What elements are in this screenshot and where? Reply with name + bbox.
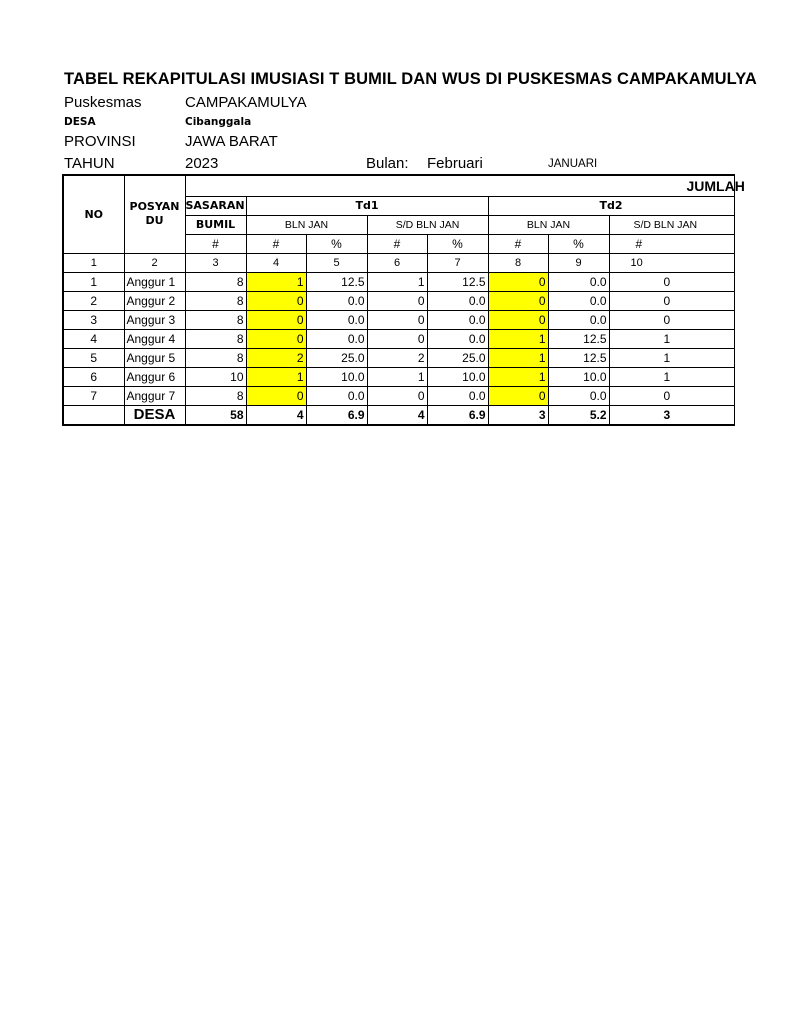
cell-td2-bln-n: 1 — [488, 329, 548, 348]
cell-td1-sd-p: 0.0 — [427, 329, 488, 348]
cell-td1-bln-p: 0.0 — [306, 329, 367, 348]
header-td1-bln-pct: % — [306, 234, 367, 253]
cell-td2-sd-n: 0 — [609, 291, 734, 310]
cell-td2-bln-n: 0 — [488, 386, 548, 405]
cell-no: 2 — [63, 291, 124, 310]
cell-td2-bln-n: 0 — [488, 291, 548, 310]
cell-posyandu: Anggur 4 — [124, 329, 185, 348]
cell-td2-bln-n: 0 — [488, 272, 548, 291]
colnum-2: 2 — [124, 253, 185, 272]
header-td1-sd-pct: % — [427, 234, 488, 253]
header-td1: Td1 — [246, 196, 488, 215]
cell-td2-bln-n: 0 — [488, 310, 548, 329]
colnum-7: 7 — [427, 253, 488, 272]
januari-label: JANUARI — [548, 158, 598, 170]
immunization-table-viewport — [62, 174, 745, 432]
header-td2-bln-pct: % — [548, 234, 609, 253]
cell-td2-sd-n: 1 — [609, 329, 734, 348]
cell-td2-bln-n: 1 — [488, 367, 548, 386]
table-row — [63, 329, 734, 348]
colnum-6: 6 — [367, 253, 427, 272]
table-row — [63, 348, 734, 367]
desa-label: DESA — [64, 116, 96, 128]
colnum-8: 8 — [488, 253, 548, 272]
total-td1-bln-p: 6.9 — [306, 405, 367, 425]
cell-posyandu: Anggur 1 — [124, 272, 185, 291]
table-body — [63, 272, 734, 405]
cell-td2-bln-p: 0.0 — [548, 310, 609, 329]
header-td2-bln-hash: # — [488, 234, 548, 253]
desa-value: Cibanggala — [185, 116, 252, 128]
header-posyandu: POSYAN DU — [124, 175, 185, 253]
cell-td1-bln-n: 1 — [246, 272, 306, 291]
cell-bumil: 8 — [185, 348, 246, 367]
cell-td1-bln-p: 10.0 — [306, 367, 367, 386]
cell-td1-sd-n: 0 — [367, 386, 427, 405]
total-td1-bln-n: 4 — [246, 405, 306, 425]
cell-bumil: 8 — [185, 291, 246, 310]
cell-td1-bln-n: 0 — [246, 291, 306, 310]
cell-no: 6 — [63, 367, 124, 386]
colnum-4: 4 — [246, 253, 306, 272]
cell-td1-bln-n: 0 — [246, 329, 306, 348]
cell-no: 3 — [63, 310, 124, 329]
colnum-5: 5 — [306, 253, 367, 272]
table-row — [63, 367, 734, 386]
cell-bumil: 10 — [185, 367, 246, 386]
cell-td2-bln-p: 12.5 — [548, 329, 609, 348]
cell-td1-sd-p: 25.0 — [427, 348, 488, 367]
cell-td2-bln-p: 10.0 — [548, 367, 609, 386]
bulan-value: Februari — [427, 155, 483, 172]
puskesmas-value: CAMPAKAMULYA — [185, 94, 307, 111]
total-td2-bln-p: 5.2 — [548, 405, 609, 425]
header-td2: Td2 — [488, 196, 734, 215]
cell-td1-sd-p: 0.0 — [427, 291, 488, 310]
cell-no: 7 — [63, 386, 124, 405]
cell-td1-sd-p: 0.0 — [427, 386, 488, 405]
cell-bumil: 8 — [185, 386, 246, 405]
cell-no: 4 — [63, 329, 124, 348]
total-td2-bln-n: 3 — [488, 405, 548, 425]
cell-td1-bln-n: 2 — [246, 348, 306, 367]
colnum-1: 1 — [63, 253, 124, 272]
header-td1-sd-hash: # — [367, 234, 427, 253]
bulan-label: Bulan: — [366, 155, 409, 172]
cell-no: 5 — [63, 348, 124, 367]
header-td2-sd-hash: # — [609, 234, 734, 253]
header-no: NO — [63, 175, 124, 253]
cell-td2-bln-p: 0.0 — [548, 386, 609, 405]
header-td1-bln-hash: # — [246, 234, 306, 253]
colnum-9: 9 — [548, 253, 609, 272]
table-row — [63, 310, 734, 329]
cell-td1-sd-n: 1 — [367, 272, 427, 291]
cell-td2-sd-n: 1 — [609, 367, 734, 386]
total-no-cell — [63, 405, 124, 425]
cell-td1-sd-n: 2 — [367, 348, 427, 367]
cell-td2-bln-p: 0.0 — [548, 291, 609, 310]
total-td1-sd-p: 6.9 — [427, 405, 488, 425]
cell-td2-sd-n: 1 — [609, 348, 734, 367]
colnum-10: 10 — [609, 253, 734, 272]
cell-td2-sd-n: 0 — [609, 272, 734, 291]
header-bumil-hash: # — [185, 234, 246, 253]
cell-td1-sd-p: 12.5 — [427, 272, 488, 291]
provinsi-value: JAWA BARAT — [185, 133, 278, 150]
cell-td2-sd-n: 0 — [609, 386, 734, 405]
cell-td2-bln-n: 1 — [488, 348, 548, 367]
cell-posyandu: Anggur 3 — [124, 310, 185, 329]
cell-bumil: 8 — [185, 272, 246, 291]
header-td1-bln-jan: BLN JAN — [246, 215, 367, 234]
cell-td2-sd-n: 0 — [609, 310, 734, 329]
header-td2-bln-jan: BLN JAN — [488, 215, 609, 234]
cell-td2-bln-p: 0.0 — [548, 272, 609, 291]
cell-bumil: 8 — [185, 329, 246, 348]
tahun-value: 2023 — [185, 155, 219, 172]
cell-bumil: 8 — [185, 310, 246, 329]
cell-td1-bln-p: 0.0 — [306, 386, 367, 405]
report-title: TABEL REKAPITULASI IMUSIASI T BUMIL DAN WUS DI PUSKESMAS CAMPAKAMULYA — [64, 70, 757, 88]
immunization-table — [62, 174, 745, 426]
cell-td1-bln-n: 1 — [246, 367, 306, 386]
total-td1-sd-n: 4 — [367, 405, 427, 425]
colnum-3: 3 — [185, 253, 246, 272]
cell-td1-bln-p: 0.0 — [306, 291, 367, 310]
cell-td1-sd-p: 10.0 — [427, 367, 488, 386]
puskesmas-label: Puskesmas — [64, 94, 142, 111]
table-row — [63, 272, 734, 291]
cell-posyandu: Anggur 7 — [124, 386, 185, 405]
provinsi-label: PROVINSI — [64, 133, 136, 150]
cell-td1-bln-p: 25.0 — [306, 348, 367, 367]
cell-td1-sd-n: 0 — [367, 291, 427, 310]
table-row — [63, 291, 734, 310]
cell-td1-sd-n: 0 — [367, 310, 427, 329]
total-desa-label: DESA — [124, 405, 185, 425]
header-td2-sd-bln-jan: S/D BLN JAN — [609, 215, 734, 234]
total-bumil: 58 — [185, 405, 246, 425]
cell-td1-sd-p: 0.0 — [427, 310, 488, 329]
cell-no: 1 — [63, 272, 124, 291]
header-bumil: BUMIL — [185, 215, 246, 234]
meta-tahun-row — [64, 155, 669, 175]
header-jumlah-text: JUMLAH — [686, 177, 745, 194]
cell-td1-sd-n: 1 — [367, 367, 427, 386]
cell-td1-bln-p: 0.0 — [306, 310, 367, 329]
cell-posyandu: Anggur 5 — [124, 348, 185, 367]
tahun-label: TAHUN — [64, 155, 115, 172]
table-row — [63, 386, 734, 405]
cell-td1-bln-n: 0 — [246, 386, 306, 405]
header-td1-sd-bln-jan: S/D BLN JAN — [367, 215, 488, 234]
total-td2-sd-n: 3 — [609, 405, 734, 425]
cell-td2-bln-p: 12.5 — [548, 348, 609, 367]
cell-posyandu: Anggur 6 — [124, 367, 185, 386]
cell-td1-bln-n: 0 — [246, 310, 306, 329]
cell-td1-sd-n: 0 — [367, 329, 427, 348]
header-jumlah — [185, 175, 745, 196]
cell-posyandu: Anggur 2 — [124, 291, 185, 310]
header-sasaran: SASARAN — [185, 196, 246, 215]
cell-td1-bln-p: 12.5 — [306, 272, 367, 291]
